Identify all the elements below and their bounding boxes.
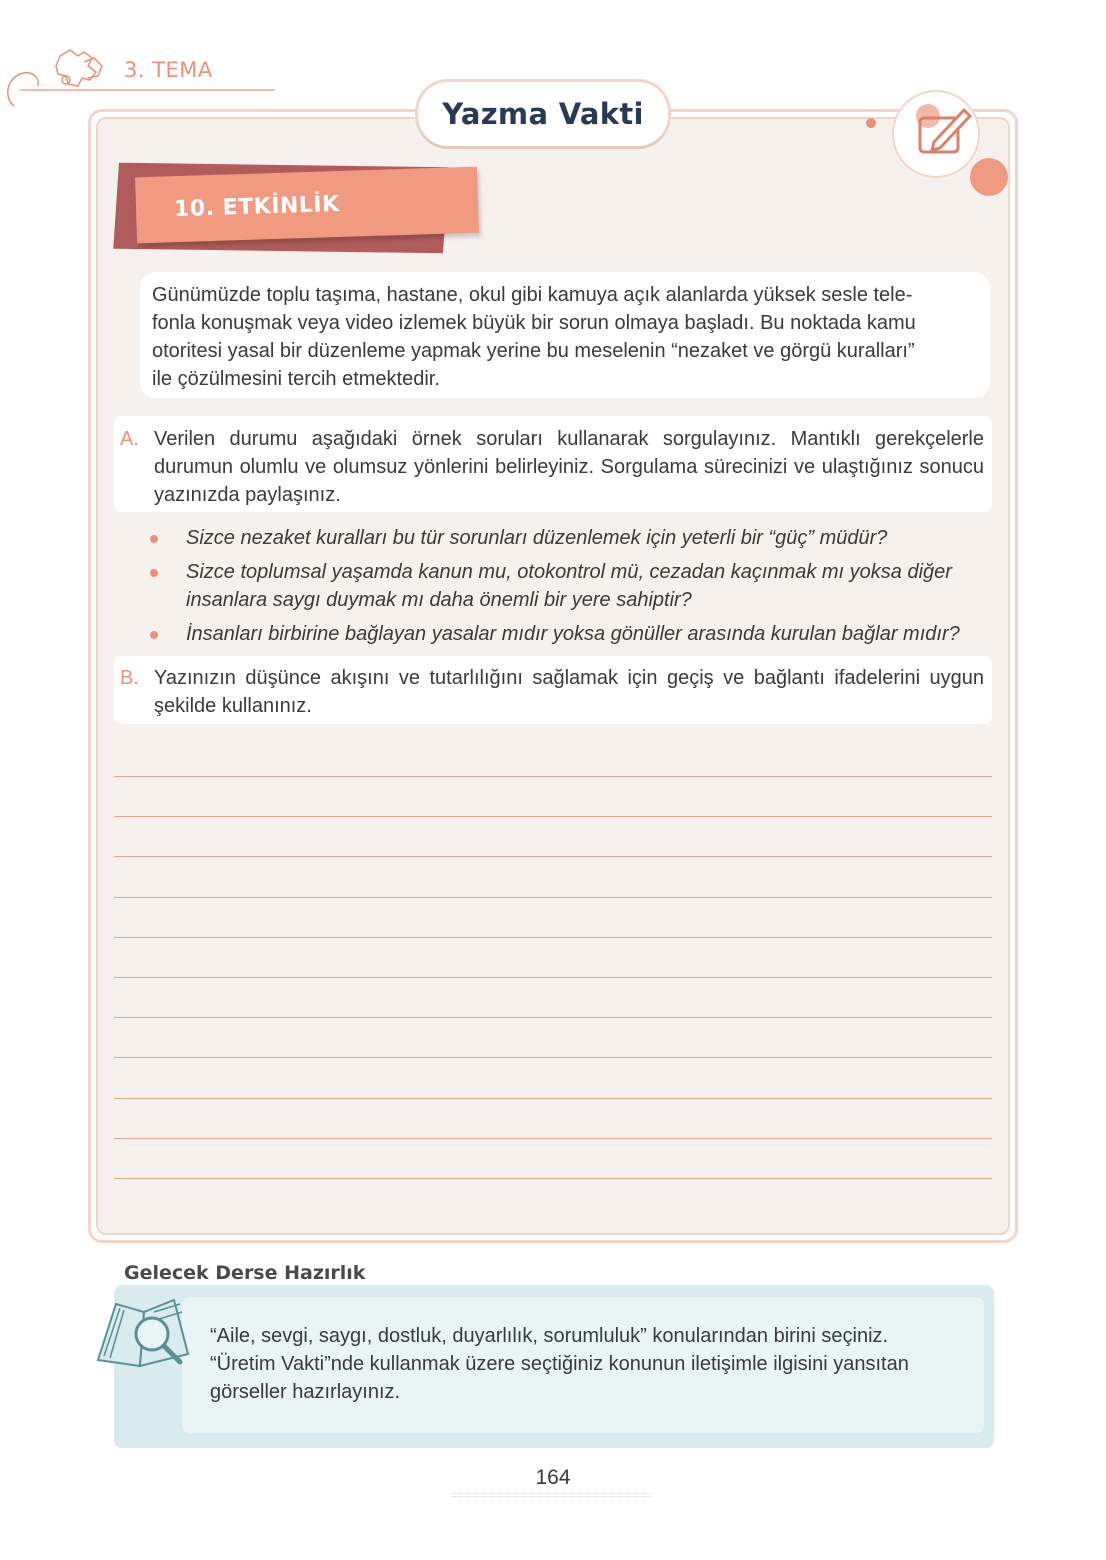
instruction-text: Verilen durumu aşağıdaki örnek soruları kullanarak sorgulayınız. Mantıklı gerekçelerle durumun olumlu ve olumsuz yönlerini belirleyiniz. Sorgulama sürecinizi ve ulaştığınız sonucu yazınızda paylaşınız. <box>154 428 984 506</box>
instruction-a <box>114 416 992 512</box>
preparation-line: “Aile, sevgi, saygı, dostluk, duyarlılık, sorumluluk” konularından birini seçiniz. <box>210 1325 889 1347</box>
intro-line: Günümüzde toplu taşıma, hastane, okul gibi kamuya açık alanlarda yüksek sesle tele- <box>152 284 913 306</box>
decor-dot <box>866 118 876 128</box>
question-text: Sizce toplumsal yaşamda kanun mu, otokontrol mü, cezadan kaçınmak mı yoksa diğer insanlara saygı duymak mı daha önemli bir yere sahiptir? <box>186 561 952 611</box>
list-item <box>150 620 992 648</box>
writing-line[interactable] <box>114 1098 992 1099</box>
preparation-line: “Üretim Vakti”nde kullanmak üzere seçtiğiniz konunun iletişimle ilgisini yansıtan <box>210 1353 909 1375</box>
question-list <box>150 524 992 654</box>
writing-line[interactable] <box>114 1057 992 1058</box>
instruction-b <box>114 656 992 724</box>
bullet-icon <box>150 620 186 648</box>
instruction-text: Yazınızın düşünce akışını ve tutarlılığını sağlamak için geçiş ve bağlantı ifadelerini uygun şekilde kullanınız. <box>154 667 984 717</box>
preparation-heading: Gelecek Derse Hazırlık <box>124 1262 366 1284</box>
intro-line: otoritesi yasal bir düzenleme yapmak yerine bu meselenin “nezaket ve görgü kuralları” <box>152 340 915 362</box>
intro-line: fonla konuşmak veya video izlemek büyük bir sorun olmaya başladı. Bu noktada kamu <box>152 312 916 334</box>
writing-line[interactable] <box>114 1017 992 1018</box>
writing-line[interactable] <box>114 937 992 938</box>
page-number: 164 <box>535 1466 571 1489</box>
instruction-letter: B. <box>120 667 139 689</box>
writing-line[interactable] <box>114 856 992 857</box>
bullet-icon <box>150 558 186 614</box>
writing-line[interactable] <box>114 977 992 978</box>
instruction-letter: A. <box>120 428 139 450</box>
writing-area[interactable] <box>114 776 992 1218</box>
question-text: Sizce nezaket kuralları bu tür sorunları düzenlemek için yeterli bir “güç” müdür? <box>186 527 888 549</box>
intro-box <box>140 272 990 398</box>
pencil-square-icon <box>894 92 982 180</box>
question-text: İnsanları birbirine bağlayan yasalar mıdır yoksa gönüller arasında kurulan bağlar mıdır? <box>186 623 960 645</box>
title-badge <box>418 82 668 146</box>
writing-line[interactable] <box>114 1138 992 1139</box>
list-item <box>150 524 992 552</box>
theme-label: 3. TEMA <box>124 58 213 82</box>
writing-line[interactable] <box>114 816 992 817</box>
writing-line[interactable] <box>114 776 992 777</box>
bullet-icon <box>150 524 186 552</box>
page-title: Yazma Vakti <box>442 97 644 131</box>
activity-label-text: 10. ETKİNLİK <box>173 191 340 222</box>
preparation-line: görseller hazırlayınız. <box>210 1381 401 1403</box>
writing-line[interactable] <box>114 1178 992 1179</box>
activity-label <box>135 167 479 244</box>
decor-circle <box>970 158 1008 196</box>
book-magnifier-icon <box>94 1294 194 1375</box>
preparation-content <box>182 1297 984 1433</box>
intro-line: ile çözülmesini tercih etmektedir. <box>152 368 440 390</box>
pencil-icon-frame <box>892 90 980 178</box>
writing-line[interactable] <box>114 897 992 898</box>
list-item <box>150 558 992 614</box>
page-number-decoration <box>452 1493 652 1497</box>
